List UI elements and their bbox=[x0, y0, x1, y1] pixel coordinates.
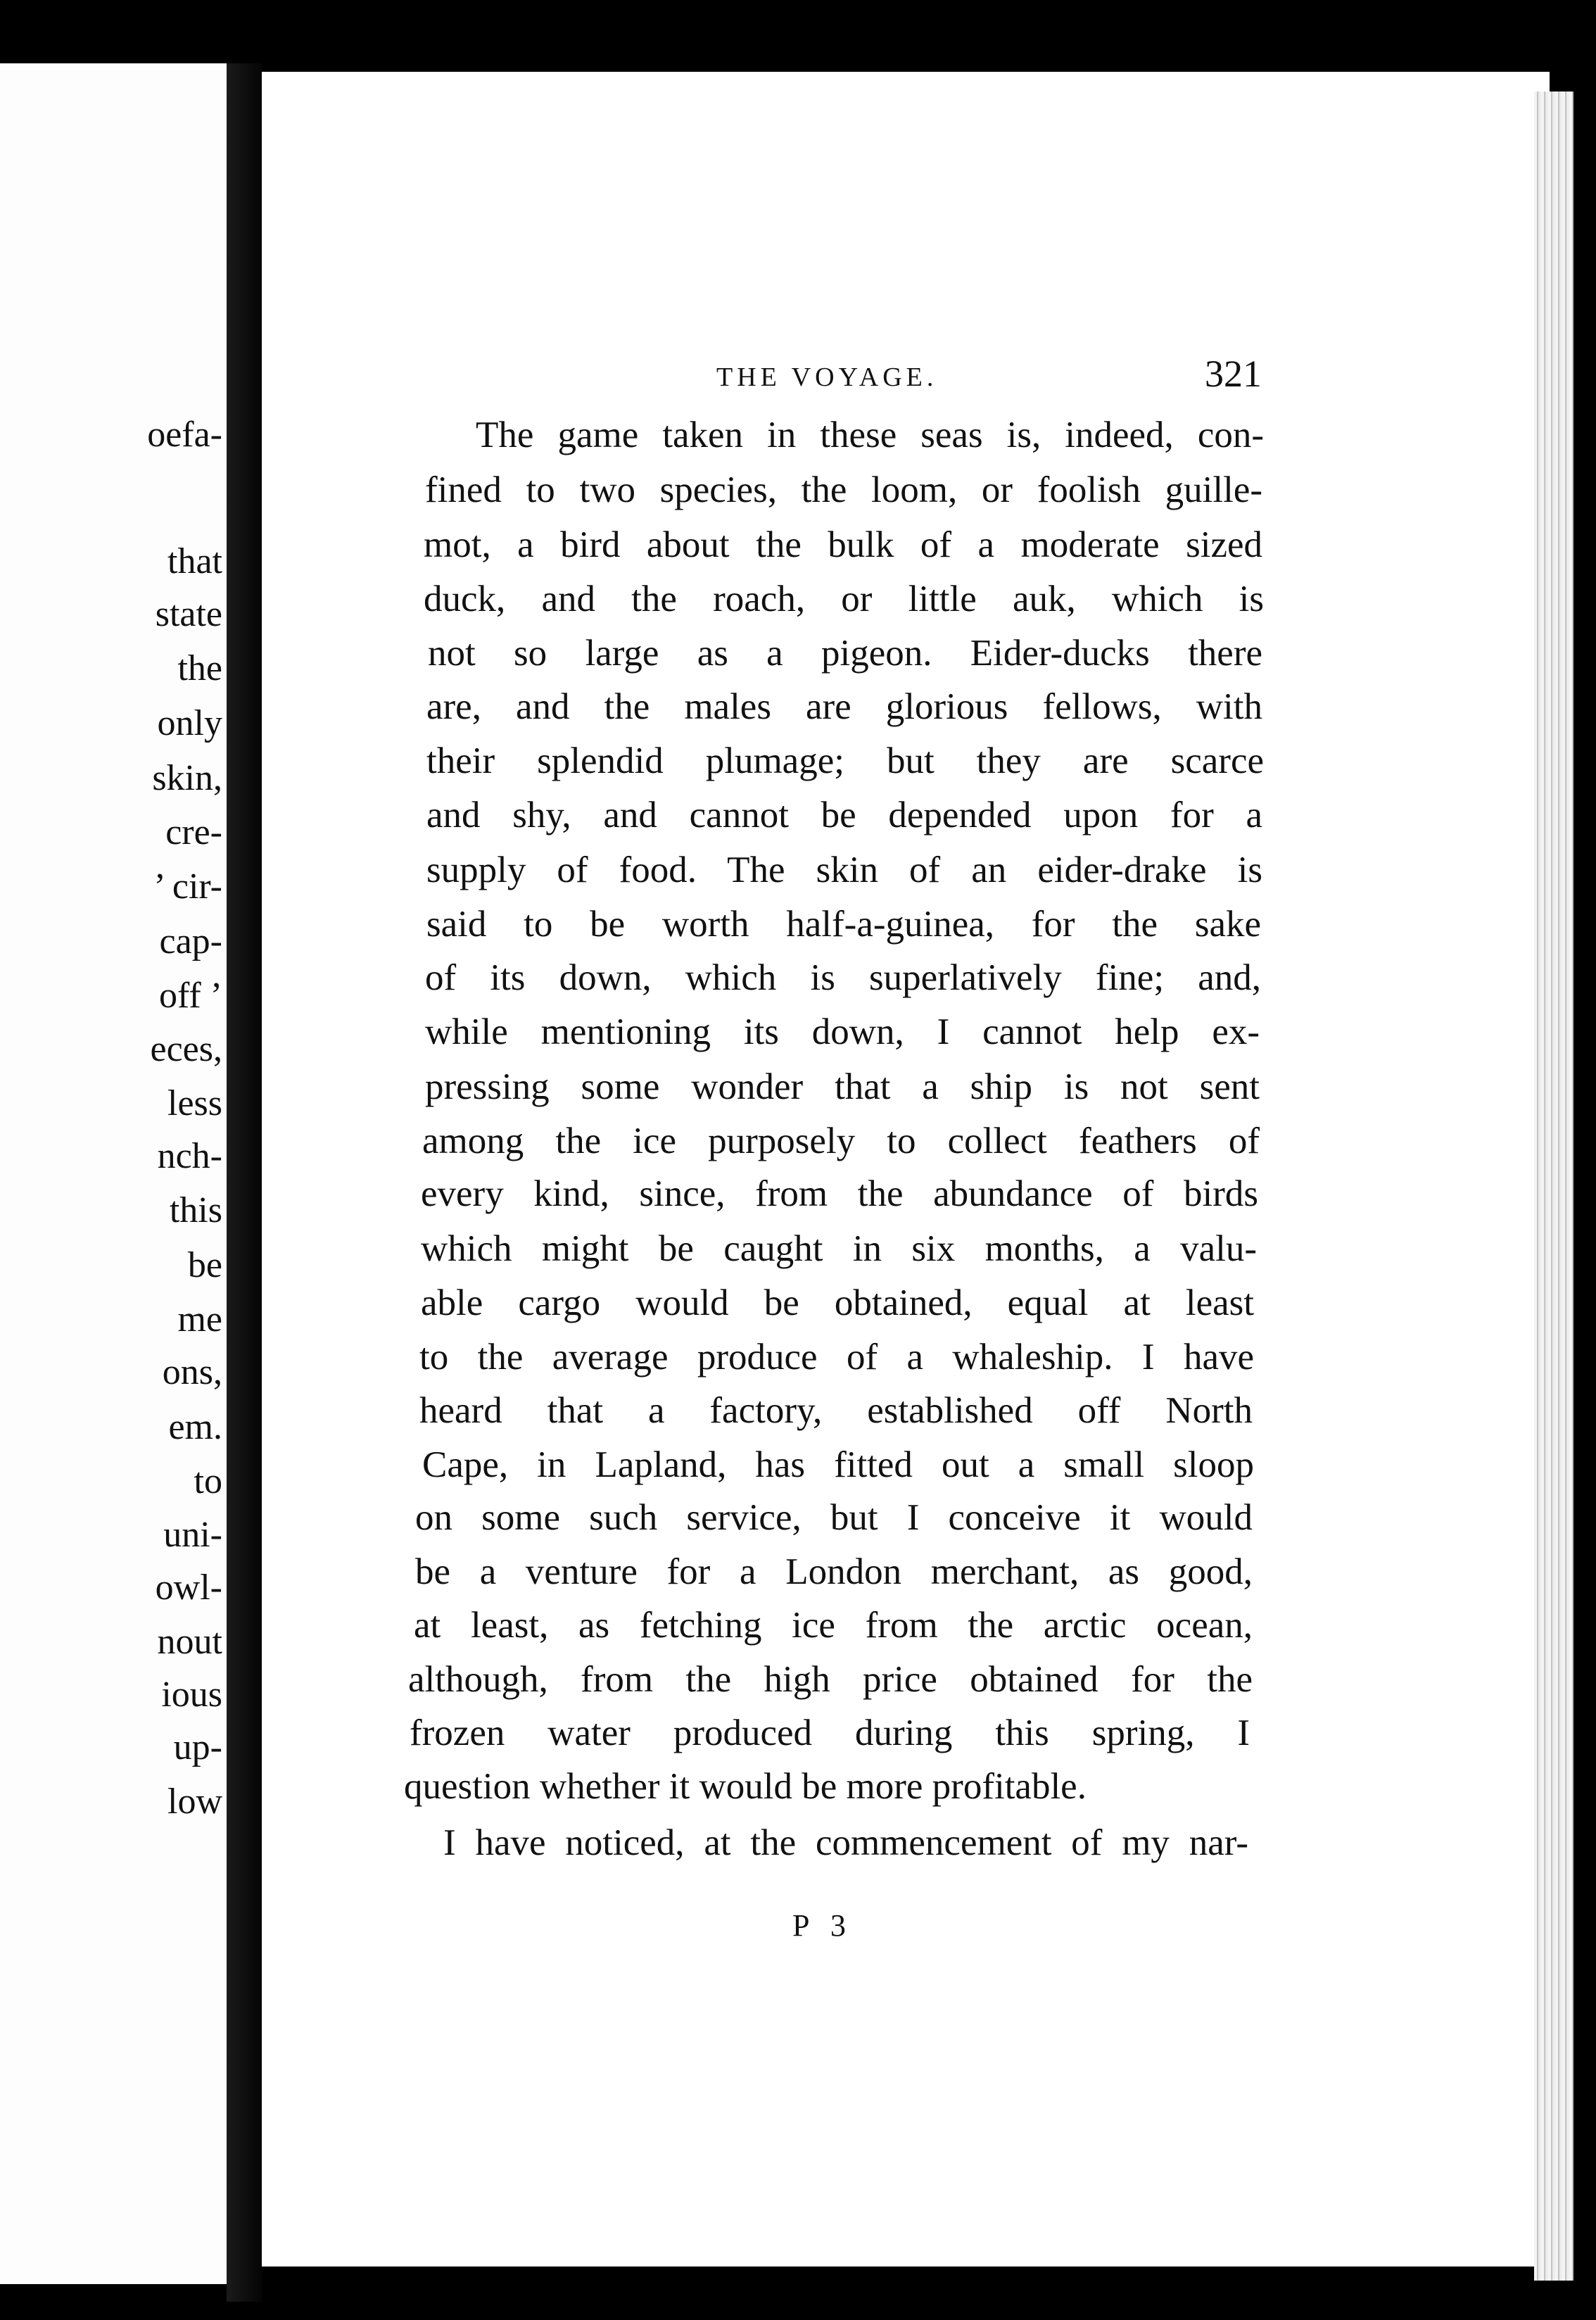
facing-page-line: nout bbox=[157, 1622, 222, 1662]
facing-page-line: that bbox=[167, 541, 222, 581]
facing-page-line: ious bbox=[161, 1675, 222, 1715]
facing-page-line: ’ cir- bbox=[153, 866, 222, 907]
book-page bbox=[262, 72, 1550, 2267]
body-line: I have noticed, at the commencement of my nar- bbox=[443, 1822, 1248, 1863]
body-line: every kind, since, from the abundance of birds bbox=[421, 1173, 1258, 1214]
page-number: 321 bbox=[1205, 353, 1262, 395]
facing-page-line: only bbox=[157, 703, 222, 743]
facing-page-line: me bbox=[177, 1299, 222, 1339]
body-line: while mentioning its down, I cannot help ex- bbox=[425, 1011, 1260, 1052]
facing-page-line: owl- bbox=[155, 1568, 222, 1608]
body-line: frozen water produced during this spring, I bbox=[410, 1713, 1250, 1753]
body-line: are, and the males are glorious fellows, with bbox=[426, 686, 1262, 727]
body-line: heard that a factory, established off North bbox=[419, 1390, 1253, 1431]
facing-page-line: skin, bbox=[152, 758, 222, 798]
signature-mark: P 3 bbox=[792, 1908, 853, 1943]
body-line: and shy, and cannot be depended upon for a bbox=[426, 795, 1262, 836]
facing-page-line: ons, bbox=[162, 1352, 222, 1392]
body-line: supply of food. The skin of an eider-drake is bbox=[426, 850, 1262, 890]
facing-page-line: the bbox=[177, 648, 222, 688]
facing-page-line: em. bbox=[168, 1407, 222, 1447]
body-line: Cape, in Lapland, has fitted out a small sloop bbox=[422, 1444, 1254, 1485]
facing-page-line: less bbox=[167, 1083, 222, 1123]
facing-page-line: nch- bbox=[157, 1136, 222, 1176]
body-line: able cargo would be obtained, equal at least bbox=[421, 1282, 1254, 1323]
body-line: The game taken in these seas is, indeed, con- bbox=[476, 415, 1264, 455]
body-line: fined to two species, the loom, or foolish guille- bbox=[425, 469, 1262, 510]
facing-page-line: this bbox=[169, 1190, 222, 1230]
facing-page-line: cre- bbox=[165, 812, 222, 852]
facing-page-line: state bbox=[155, 594, 222, 634]
body-line: mot, a bird about the bulk of a moderate sized bbox=[424, 524, 1262, 565]
facing-page-line: off ’ bbox=[158, 976, 222, 1016]
body-line: their splendid plumage; but they are scarce bbox=[426, 740, 1264, 781]
body-line: be a venture for a London merchant, as good, bbox=[415, 1551, 1253, 1592]
page-edges bbox=[1534, 92, 1573, 2281]
facing-page-line: be bbox=[187, 1245, 222, 1285]
facing-page-line: uni- bbox=[163, 1515, 222, 1555]
body-line: to the average produce of a whaleship. I have bbox=[419, 1337, 1254, 1378]
body-line: among the ice purposely to collect feathers of bbox=[422, 1121, 1260, 1161]
body-line: of its down, which is superlatively fine; and, bbox=[425, 957, 1261, 998]
body-line: duck, and the roach, or little auk, which is bbox=[424, 579, 1264, 619]
body-line: which might be caught in six months, a valu- bbox=[421, 1228, 1257, 1269]
facing-page bbox=[0, 63, 227, 2284]
body-line: said to be worth half-a-guinea, for the sake bbox=[426, 904, 1261, 945]
body-line: question whether it would be more profitable. bbox=[404, 1766, 1087, 1807]
facing-page-line: up- bbox=[173, 1727, 222, 1767]
facing-page-line: to bbox=[194, 1461, 222, 1501]
facing-page-line: cap- bbox=[159, 921, 222, 962]
facing-page-line: oefa- bbox=[147, 415, 222, 455]
body-line: on some such service, but I conceive it would bbox=[415, 1497, 1253, 1538]
body-line: although, from the high price obtained for the bbox=[408, 1659, 1253, 1700]
body-line: at least, as fetching ice from the arctic ocean, bbox=[414, 1605, 1253, 1646]
book-gutter bbox=[227, 63, 262, 2302]
running-title: THE VOYAGE. bbox=[716, 362, 938, 392]
facing-page-line: eces, bbox=[150, 1029, 222, 1069]
body-line: not so large as a pigeon. Eider-ducks there bbox=[428, 633, 1262, 674]
facing-page-line: low bbox=[167, 1782, 222, 1822]
body-line: pressing some wonder that a ship is not sent bbox=[425, 1066, 1260, 1107]
